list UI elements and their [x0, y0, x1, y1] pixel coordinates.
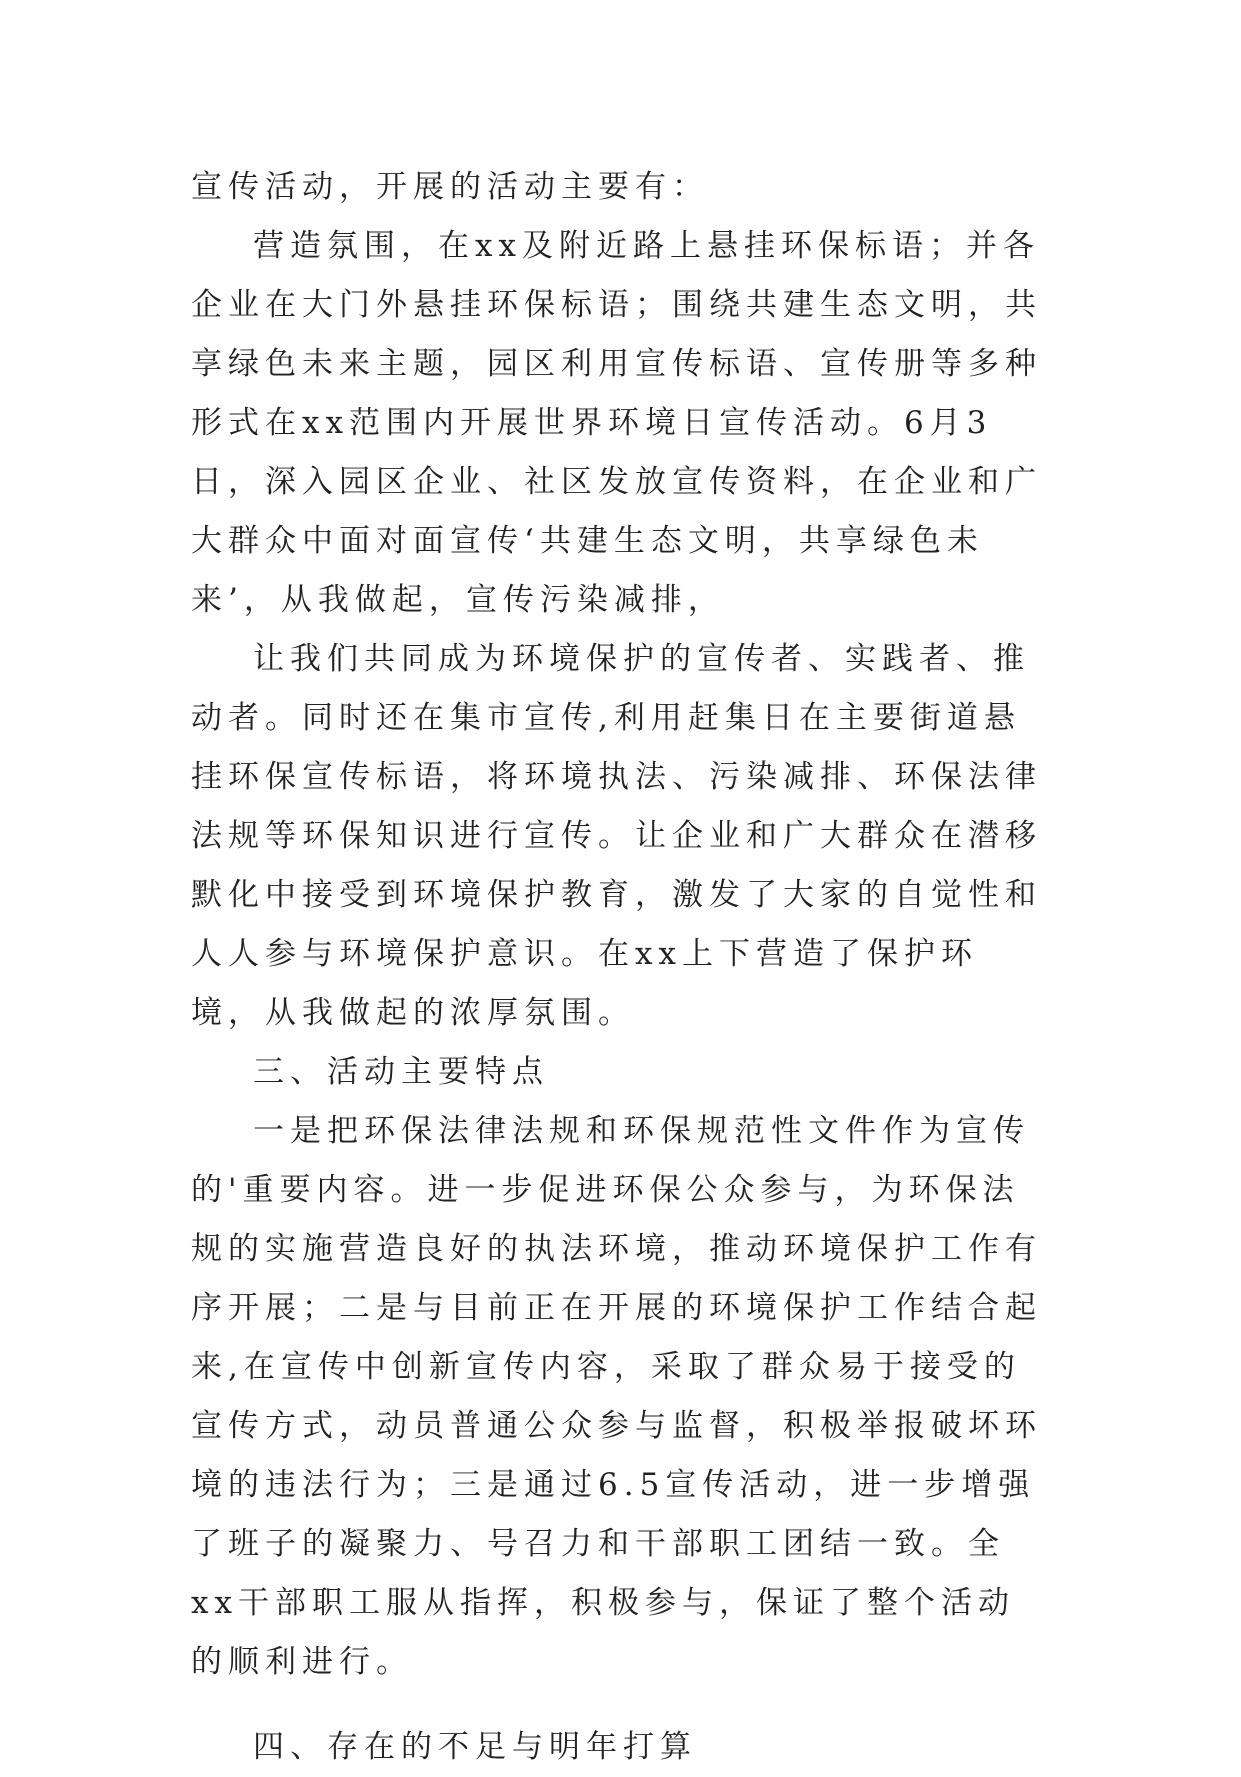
paragraph-promoters: 让我们共同成为环境保护的宣传者、实践者、推动者。同时还在集市宣传,利用赶集日在主要街道悬挂环保宣传标语，将环境执法、污染减排、环保法律法规等环保知识进行宣传。让企业和广大群众在潜移默化中接受到环境保护教育，激发了大家的自觉性和人人参与环境保护意识。在xx上下营造了保护环境，从我做起的浓厚氛围。: [191, 641, 1042, 1031]
paragraph-features: 一是把环保法律法规和环保规范性文件作为宣传的'重要内容。进一步促进环保公众参与，为环保法规的实施营造良好的执法环境，推动环境保护工作有序开展；二是与目前正在开展的环境保护工作结合起来,在宣传中创新宣传内容，采取了群众易于接受的宣传方式，动员普通公众参与监督，积极举报破坏环境的违法行为；三是通过6.5宣传活动，进一步增强了班子的凝聚力、号召力和干部职工团结一致。全xx干部职工服从指挥，积极参与，保证了整个活动的顺利进行。: [191, 1113, 1042, 1680]
section-heading-features: 三、活动主要特点: [253, 1054, 549, 1090]
paragraph-atmosphere: 营造氛围，在xx及附近路上悬挂环保标语；并各企业在大门外悬挂环保标语；围绕共建生态文明，共享绿色未来主题，园区利用宣传标语、宣传册等多种形式在xx范围内开展世界环境日宣传活动。6月3日，深入园区企业、社区发放宣传资料，在企业和广大群众中面对面宣传‘共建生态文明，共享绿色未来’，从我做起，宣传污染减排，: [191, 228, 1042, 618]
document-body: [191, 158, 1051, 1777]
section-heading-shortcomings: 四、存在的不足与明年打算: [253, 1729, 697, 1765]
paragraph-continuation: 宣传活动，开展的活动主要有：: [191, 169, 709, 205]
